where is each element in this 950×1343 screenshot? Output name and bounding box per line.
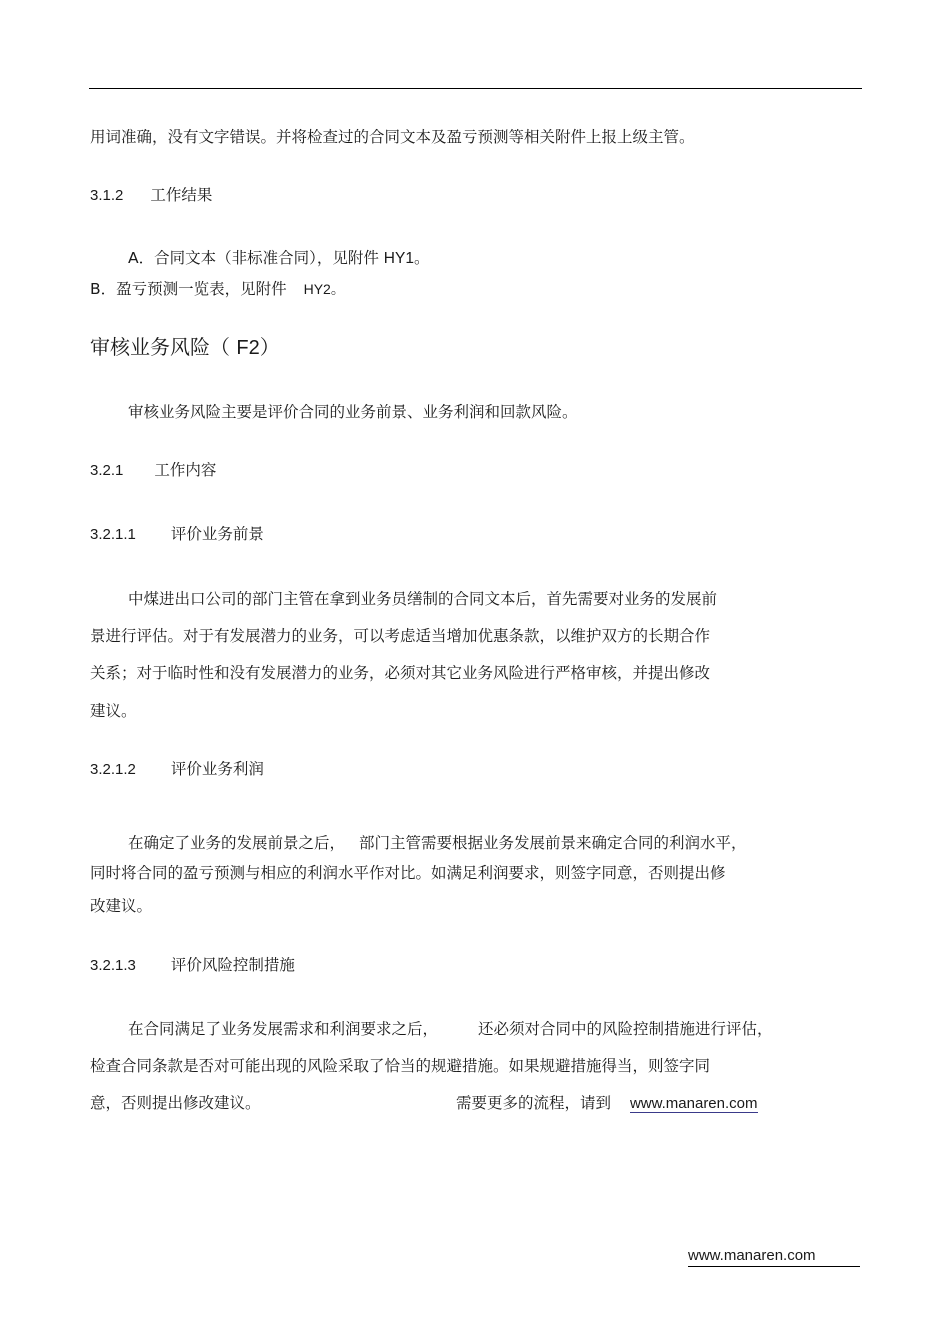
result-item-b-code: HY2。 (303, 281, 345, 297)
header-rule (89, 88, 862, 89)
heading-3-1-2 (90, 185, 212, 206)
result-item-b (90, 279, 345, 299)
paragraph-line (90, 863, 726, 883)
paragraph-line (128, 589, 717, 609)
paragraph-line (90, 663, 710, 683)
section-intro (128, 402, 578, 422)
paragraph-text: 景进行评估。对于有发展潜力的业务，可以考虑适当增加优惠条款，以维护双方的长期合作 (90, 627, 711, 645)
paragraph-text: 在确定了业务的发展前景之后， (128, 834, 346, 852)
paragraph-line (90, 1056, 710, 1076)
more-info-text: 需要更多的流程，请到 (456, 1094, 612, 1112)
heading-number: 3.2.1.1 (90, 526, 136, 543)
heading-title: 评价业务利润 (170, 760, 264, 778)
intro-tail-text: 用词准确，没有文字错误。并将检查过的合同文本及盈亏预测等相关附件上报上级主管。 (90, 128, 695, 146)
heading-3-2-1-3 (90, 955, 295, 976)
paragraph-text: 在合同满足了业务发展需求和利润要求之后， (128, 1020, 439, 1038)
paragraph-line (90, 1093, 261, 1113)
paragraph-line (128, 1019, 773, 1039)
heading-number: 3.1.2 (90, 187, 124, 204)
heading-3-2-1 (90, 460, 216, 481)
manaren-link[interactable]: www.manaren.com (629, 1095, 758, 1112)
section-title-text: 审核业务风险（ (90, 335, 230, 359)
paragraph-text: 建议。 (90, 702, 137, 720)
section-title (90, 334, 280, 361)
heading-title: 评价风险控制措施 (170, 956, 295, 974)
heading-3-2-1-1 (90, 524, 264, 545)
heading-title: 工作结果 (150, 186, 213, 204)
paragraph-text: 部门主管需要根据业务发展前景来确定合同的利润水平， (359, 834, 747, 852)
paragraph-line (90, 896, 152, 916)
result-item-a-text: A．合同文本（非标准合同），见附件 (128, 249, 379, 267)
heading-number: 3.2.1.2 (90, 761, 136, 778)
paragraph-text: 中煤进出口公司的部门主管在拿到业务员缮制的合同文本后，首先需要对业务的发展前 (128, 590, 718, 608)
footer-link[interactable]: www.manaren.com (688, 1246, 860, 1267)
heading-title: 评价业务前景 (170, 525, 264, 543)
paragraph-text: 同时将合同的盈亏预测与相应的利润水平作对比。如满足利润要求，则签字同意，否则提出修 (90, 864, 726, 882)
paragraph-line (128, 833, 747, 853)
paragraph-line (90, 701, 137, 721)
heading-title: 工作内容 (154, 461, 217, 479)
heading-number: 3.2.1 (90, 462, 124, 479)
result-item-a-code: HY1。 (383, 250, 430, 267)
paragraph-text: 意，否则提出修改建议。 (90, 1094, 261, 1112)
result-item-a (128, 248, 429, 269)
paragraph-text: 改建议。 (90, 897, 153, 915)
result-item-b-text: B．盈亏预测一览表，见附件 (90, 280, 287, 298)
paragraph-line (90, 626, 710, 646)
section-title-code: F2） (236, 337, 280, 359)
paragraph-text: 还必须对合同中的风险控制措施进行评估， (478, 1020, 773, 1038)
heading-3-2-1-2 (90, 759, 264, 780)
intro-tail-line (90, 127, 695, 147)
paragraph-text: 关系；对于临时性和没有发展潜力的业务，必须对其它业务风险进行严格审核，并提出修改 (90, 664, 711, 682)
paragraph-text: 检查合同条款是否对可能出现的风险采取了恰当的规避措施。如果规避措施得当，则签字同 (90, 1057, 711, 1075)
heading-number: 3.2.1.3 (90, 957, 136, 974)
section-intro-text: 审核业务风险主要是评价合同的业务前景、业务利润和回款风险。 (128, 403, 578, 421)
more-info-line (456, 1093, 758, 1114)
